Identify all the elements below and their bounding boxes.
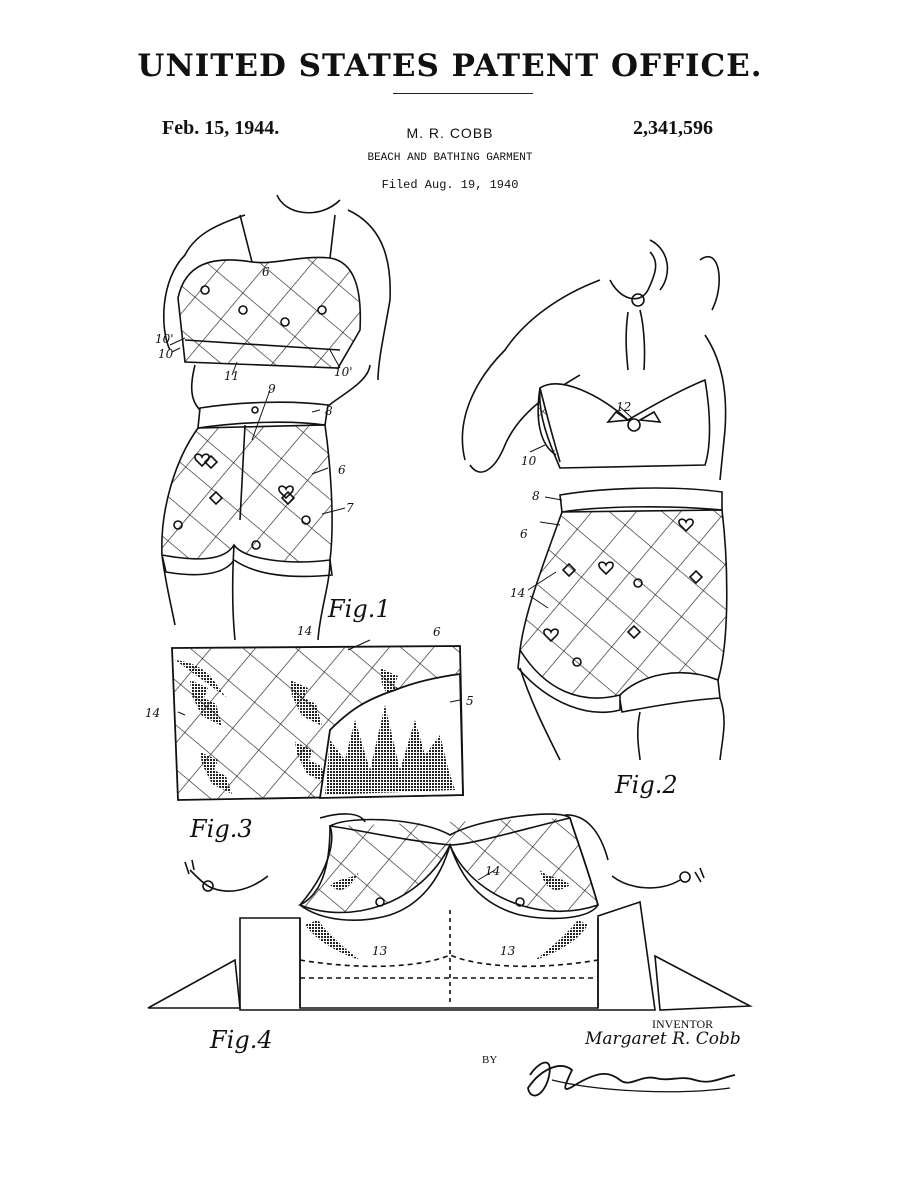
inventor-label: INVENTOR <box>652 1017 714 1031</box>
ref-13-fig4-left: 13 <box>372 944 388 958</box>
ref-14-fig3-left: 14 <box>145 706 161 720</box>
ref-7-fig1: 7 <box>346 501 354 515</box>
ref-8-fig1: 8 <box>325 404 333 418</box>
by-label: BY <box>482 1054 498 1066</box>
ref-12-fig2: 12 <box>616 400 632 414</box>
ref-14-fig2: 14 <box>510 586 526 600</box>
figure-1-drawing <box>162 195 390 640</box>
figure-2-drawing <box>462 240 726 760</box>
ref-6-fig3: 6 <box>433 625 441 639</box>
inventor-signature: Margaret R. Cobb <box>585 1029 741 1049</box>
patent-title: BEACH AND BATHING GARMENT <box>367 152 533 164</box>
ref-6-fig1-shorts: 6 <box>338 463 346 477</box>
ref-11-fig1: 11 <box>224 369 240 383</box>
inventor-name: M. R. COBB <box>406 125 494 141</box>
fig2-label: Fig.2 <box>615 771 678 799</box>
ref-13-fig4-right: 13 <box>500 944 516 958</box>
ref-14-fig3-top: 14 <box>297 624 313 638</box>
ref-14-fig4: 14 <box>485 864 501 878</box>
fig1-label: Fig.1 <box>328 595 391 623</box>
patent-number: 2,341,596 <box>633 117 713 139</box>
filed-date: Filed Aug. 19, 1940 <box>381 178 519 192</box>
ref-10-fig2: 10 <box>521 454 537 468</box>
ref-10-fig1: 10 <box>158 347 174 361</box>
ref-10p-fig1-a: 10' <box>155 332 174 346</box>
ref-8-fig2: 8 <box>532 489 540 503</box>
ref-5-fig3: 5 <box>466 694 474 708</box>
figure-4-drawing <box>148 814 750 1010</box>
fig4-label: Fig.4 <box>210 1026 273 1054</box>
ref-6-fig2: 6 <box>520 527 528 541</box>
office-heading: UNITED STATES PATENT OFFICE. <box>137 48 763 84</box>
patent-date: Feb. 15, 1944. <box>162 117 280 139</box>
ref-6-fig1-bra: 6 <box>262 265 270 279</box>
fig3-label: Fig.3 <box>190 815 253 843</box>
figure-3-drawing <box>172 640 463 800</box>
ref-10p-fig1-b: 10' <box>334 365 353 379</box>
ref-9-fig1: 9 <box>268 382 276 396</box>
